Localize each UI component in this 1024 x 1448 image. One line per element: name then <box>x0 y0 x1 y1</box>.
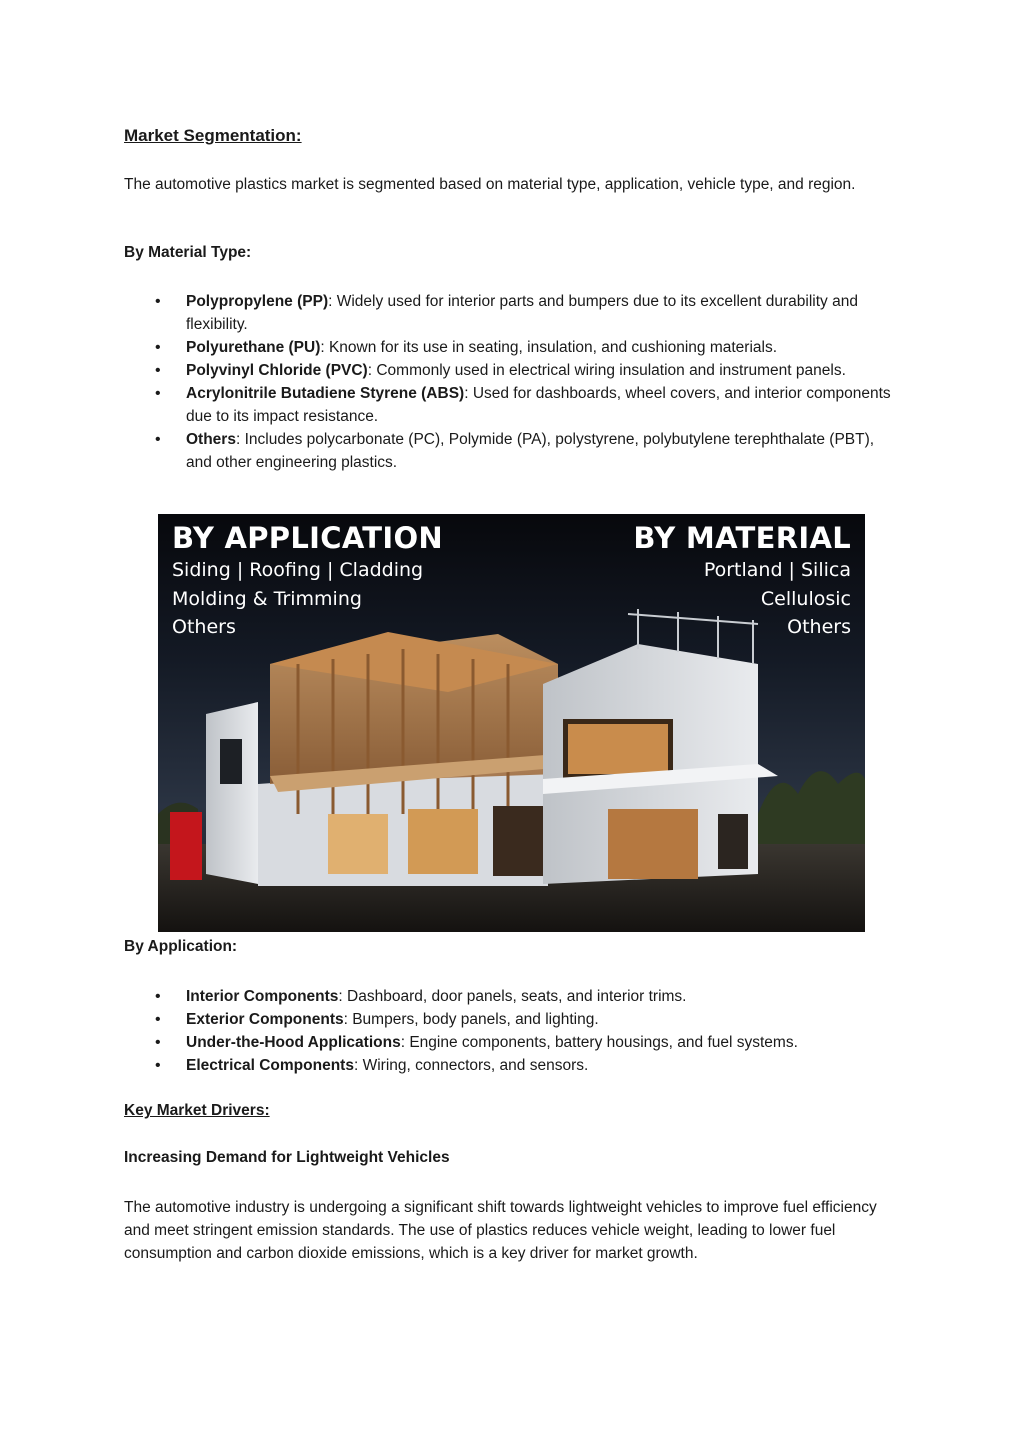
list-item: • Acrylonitrile Butadiene Styrene (ABS): Used for dashboards, wheel covers, and interior components due to its impact resistance. <box>124 382 904 428</box>
bullet-icon: • <box>155 1034 161 1051</box>
bullet-icon: • <box>155 1057 161 1074</box>
banner-right-line: Others <box>787 616 851 638</box>
list-item: • Polyurethane (PU): Known for its use in seating, insulation, and cushioning materials. <box>124 336 904 359</box>
banner-left-title: BY APPLICATION <box>172 521 444 555</box>
list-item: • Polyvinyl Chloride (PVC): Commonly used in electrical wiring insulation and instrument panels. <box>124 359 904 382</box>
banner-right-line: Cellulosic <box>760 587 851 610</box>
drivers-paragraph: The automotive industry is undergoing a significant shift towards lightweight vehicles to improve fuel efficiency and meet stringent emission standards. The use of plastics reduces vehicle weight, leading to lower fuel consumption and carbon dioxide emissions, which is a key driver for market growth. <box>124 1199 877 1262</box>
drivers-subheading: Increasing Demand for Lightweight Vehicles <box>124 1149 450 1166</box>
bullet-icon: • <box>155 385 161 402</box>
bullet-icon: • <box>155 988 161 1005</box>
bullet-icon: • <box>155 431 161 448</box>
by-material-overlay <box>633 520 851 642</box>
application-heading: By Application: <box>124 938 238 955</box>
bullet-icon: • <box>155 1011 161 1028</box>
banner-right-line: Portland | Silica <box>703 559 851 581</box>
section-title: Market Segmentation: <box>124 126 302 145</box>
material-list <box>124 290 904 474</box>
list-item: • Others: Includes polycarbonate (PC), Polymide (PA), polystyrene, polybutylene terephthalate (PBT), and other engineering plastics. <box>124 428 904 474</box>
banner-left-line: Molding & Trimming <box>172 587 362 610</box>
bullet-icon: • <box>155 339 161 356</box>
by-application-overlay <box>172 520 443 642</box>
banner-left-line: Others <box>172 616 236 638</box>
list-item: • Polypropylene (PP): Widely used for interior parts and bumpers due to its excellent durability and flexibility. <box>124 290 904 336</box>
material-heading: By Material Type: <box>124 244 252 261</box>
list-item: • Electrical Components: Wiring, connectors, and sensors. <box>124 1054 904 1077</box>
application-list <box>124 985 904 1077</box>
intro-paragraph: The automotive plastics market is segmented based on material type, application, vehicle type, and region. <box>124 176 856 193</box>
bullet-icon: • <box>155 362 161 379</box>
banner-right-title: BY MATERIAL <box>633 521 851 555</box>
bullet-icon: • <box>155 293 161 310</box>
segmentation-banner-image <box>158 514 865 932</box>
drivers-heading: Key Market Drivers: <box>124 1102 270 1119</box>
list-item: • Under-the-Hood Applications: Engine components, battery housings, and fuel systems. <box>124 1031 904 1054</box>
list-item: • Interior Components: Dashboard, door panels, seats, and interior trims. <box>124 985 904 1008</box>
list-item: • Exterior Components: Bumpers, body panels, and lighting. <box>124 1008 904 1031</box>
banner-left-line: Siding | Roofing | Cladding <box>172 559 424 581</box>
